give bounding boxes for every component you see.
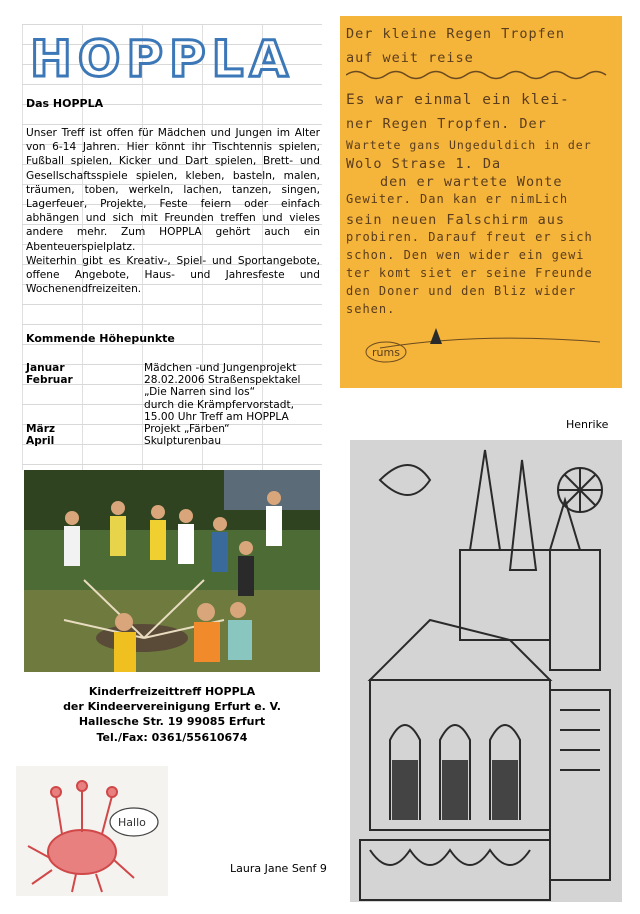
event-detail (144, 423, 320, 435)
story-line: ner Regen Tropfen. Der (346, 116, 547, 132)
logo-text: HOPPLA (30, 30, 295, 88)
hallo-speech: Hallo (118, 816, 146, 829)
story-line: Gewiter. Dan kan er nimLich (346, 192, 569, 206)
event-month: April (26, 435, 55, 448)
story-line: sein neuen Falschirm aus (346, 212, 566, 228)
event-row (26, 435, 320, 447)
story-line: sehen. (346, 302, 396, 316)
highlights-heading: Kommende Höhepunkte (26, 332, 175, 345)
event-line: „Die Narren sind los“ (144, 386, 256, 399)
event-detail (144, 374, 320, 423)
castle-drawing (350, 440, 622, 902)
hoppla-logo (26, 26, 296, 94)
rums-word: rums (372, 346, 400, 359)
event-row (26, 374, 320, 423)
story-line: Es war einmal ein klei- (346, 92, 570, 108)
story-title: Der kleine Regen Tropfen (346, 26, 566, 42)
hello-creature-drawing (16, 766, 168, 896)
address-line-org: Kinderfreizeittreff HOPPLA (88, 685, 256, 698)
address-line-assoc: der Kindeervereinigung Erfurt e. V. (63, 700, 281, 714)
caption-henrike: Henrike (566, 418, 609, 431)
event-line: 28.02.2006 Straßenspektakel (144, 374, 301, 387)
children-group-photo (24, 470, 320, 672)
intro-paragraph-2: Weiterhin gibt es Kreativ-, Spiel- und Sportangebote, offene Angebote, Haus- und Jahresfeste und Wochenendfreizeiten. (26, 254, 320, 296)
event-month: Januar (26, 362, 65, 374)
caption-laura-jane-senf: Laura Jane Senf 9 (230, 862, 327, 875)
story-line: ter komt siet er seine Freunde (346, 266, 593, 280)
event-line: Projekt „Färben“ (144, 423, 230, 436)
intro-paragraph-1: Unser Treff ist offen für Mädchen und Jungen im Alter von 6-14 Jahren. Hier könnt ihr Tischtennis spielen, Fußball spielen, Kicker und Dart spielen, Brett- und Gesellschaftsspiele spielen, kleben, basteln, malen, träumen, toben, werkeln, lachen, tanzen, singen, Lagerfeuer, Projekte, Feste feiern oder einfach abhängen und sich mit Freunden treffen und vieles andere mehr. Zum HOPPLA gehört auch ein Abenteuerspielplatz. (26, 127, 320, 253)
event-line: Skulpturenbau (144, 435, 222, 448)
story-line: Wolo Strase 1. Da (346, 156, 502, 172)
story-line: schon. Den wen wider ein gewi (346, 248, 585, 262)
story-line: probiren. Darauf freut er sich (346, 230, 593, 244)
drawing-scribble (360, 312, 610, 382)
event-row (26, 423, 320, 435)
address-line-street: Hallesche Str. 19 99085 Erfurt (78, 715, 266, 729)
event-row (26, 362, 320, 374)
story-line: Wartete gans Ungeduldich in der (346, 138, 592, 152)
event-line: Mädchen -und Jungenprojekt (144, 362, 297, 374)
event-detail (144, 435, 320, 447)
story-title: auf weit reise (346, 50, 474, 66)
event-detail (144, 362, 320, 374)
event-line: 15.00 Uhr Treff am HOPPLA (144, 410, 289, 423)
raindrop-story-drawing (340, 16, 622, 388)
event-month: Februar (26, 374, 73, 387)
address-line-phone: Tel./Fax: 0361/55610674 (96, 730, 248, 744)
wavy-underline (346, 68, 616, 82)
intro-heading: Das HOPPLA (26, 97, 104, 110)
event-line: durch die Krämpfervorstadt, (144, 398, 294, 411)
event-month: März (26, 423, 56, 436)
address-block (24, 684, 320, 745)
events-table (26, 362, 320, 447)
intro-text (26, 126, 320, 296)
story-line: den Doner und den Bliz wider (346, 284, 577, 298)
story-line: den er wartete Wonte (380, 174, 563, 190)
